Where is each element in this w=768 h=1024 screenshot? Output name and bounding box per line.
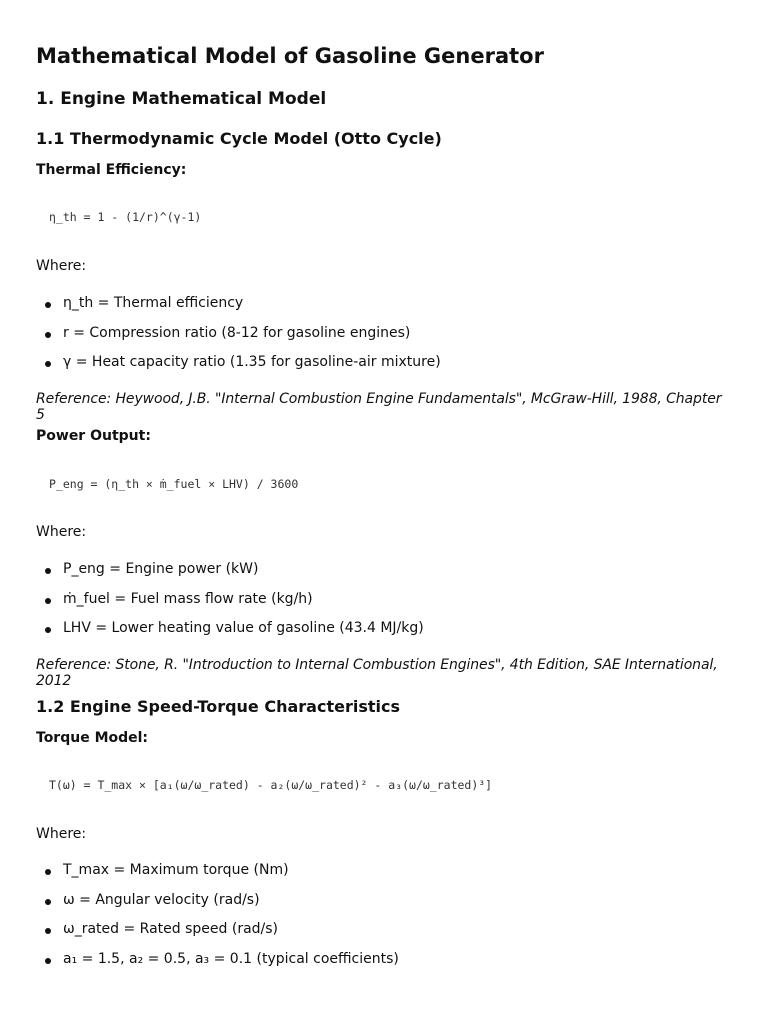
power-output-formula: P_eng = (η_th × ṁ_fuel × LHV) / 3600 [49, 477, 299, 491]
thermal-efficiency-formula: η_th = 1 - (1/r)^(γ-1) [49, 210, 202, 224]
reference-stone: Reference: Stone, R. "Introduction to Internal Combustion Engines", 4th Edition, SAE International, 2012 [36, 657, 718, 689]
list-item: ṁ_fuel = Fuel mass flow rate (kg/h) [36, 591, 732, 621]
torque-model-formula: T(ω) = T_max × [a₁(ω/ω_rated) - a₂(ω/ω_rated)² - a₃(ω/ω_rated)³] [49, 778, 493, 792]
where-text: Where: [36, 258, 87, 274]
list-item: γ = Heat capacity ratio (1.35 for gasoline-air mixture) [36, 354, 732, 384]
list-item: ω_rated = Rated speed (rad/s) [36, 921, 732, 951]
where-text: Where: [36, 524, 87, 540]
list-item: T_max = Maximum torque (Nm) [36, 862, 732, 892]
subsection-heading-speed-torque: 1.2 Engine Speed-Torque Characteristics [36, 697, 400, 716]
power-output-label: Power Output: [36, 428, 151, 444]
list-item: LHV = Lower heating value of gasoline (43.4 MJ/kg) [36, 620, 732, 650]
list-item: η_th = Thermal efficiency [36, 295, 732, 325]
list-item: ω = Angular velocity (rad/s) [36, 892, 732, 922]
where-text: Where: [36, 826, 87, 842]
thermal-efficiency-label: Thermal Efficiency: [36, 162, 187, 178]
section-heading-engine-model: 1. Engine Mathematical Model [36, 89, 327, 109]
list-item: P_eng = Engine power (kW) [36, 561, 732, 591]
list-item: a₁ = 1.5, a₂ = 0.5, a₃ = 0.1 (typical coefficients) [36, 951, 732, 981]
torque-model-variables [36, 862, 732, 980]
torque-model-label: Torque Model: [36, 730, 149, 746]
page-title: Mathematical Model of Gasoline Generator [36, 44, 544, 68]
subsection-heading-otto-cycle: 1.1 Thermodynamic Cycle Model (Otto Cycle) [36, 129, 442, 148]
power-output-variables [36, 561, 732, 650]
thermal-efficiency-variables [36, 295, 732, 384]
reference-heywood: Reference: Heywood, J.B. "Internal Combustion Engine Fundamentals", McGraw-Hill, 1988, Chapter 5 [36, 391, 722, 423]
list-item: r = Compression ratio (8-12 for gasoline engines) [36, 325, 732, 355]
